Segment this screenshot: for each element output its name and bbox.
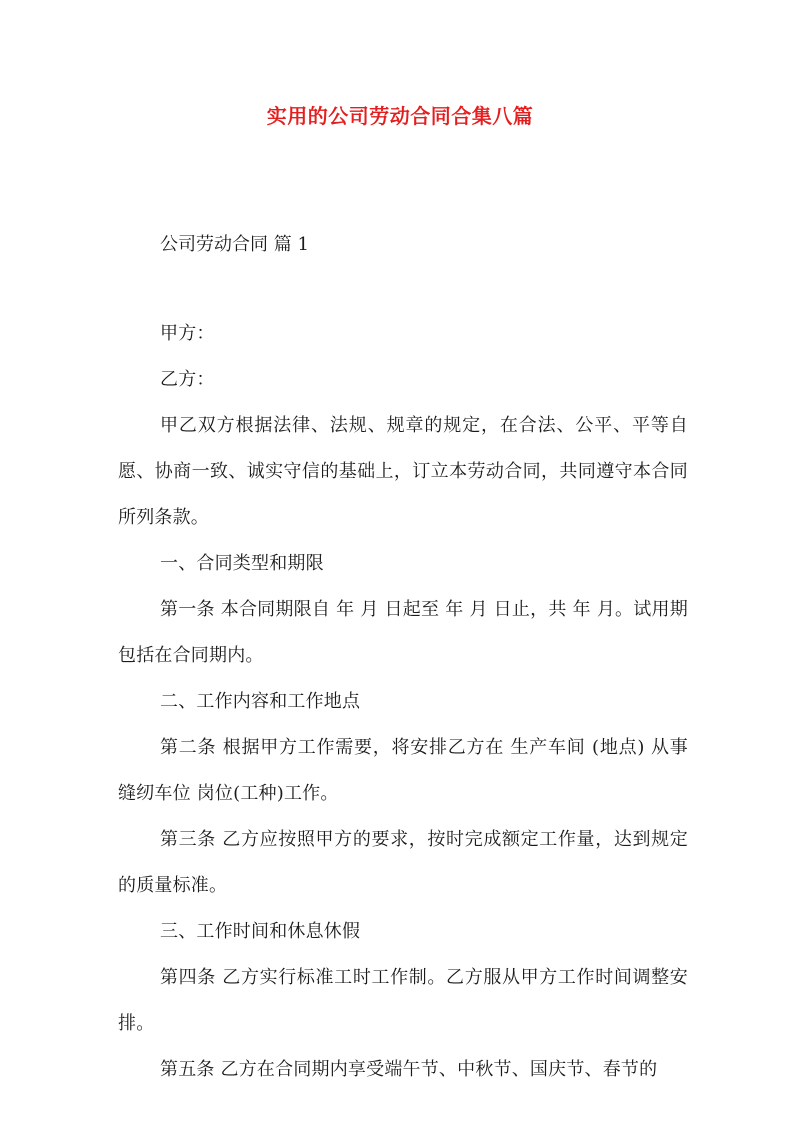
article-1-paragraph: 第一条 本合同期限自 年 月 日起至 年 月 日止，共 年 月。试用期包括在合同期内。: [118, 599, 688, 666]
clause-heading-1: 一、合同类型和期限: [160, 553, 324, 574]
article-2-paragraph: 第二条 根据甲方工作需要，将安排乙方在 生产车间 (地点) 从事缝纫车位 岗位(工种)工作。: [118, 737, 688, 804]
section-heading: 公司劳动合同 篇 1: [160, 234, 309, 255]
document-body: [118, 311, 688, 1093]
article-3-paragraph: 第三条 乙方应按照甲方的要求，按时完成额定工作量，达到规定的质量标准。: [118, 829, 688, 896]
preamble-paragraph: 甲乙双方根据法律、法规、规章的规定，在合法、公平、平等自愿、协商一致、诚实守信的基础上，订立本劳动合同，共同遵守本合同所列条款。: [118, 415, 688, 528]
party-b-line: 乙方：: [160, 369, 215, 390]
party-a-line: 甲方：: [160, 323, 215, 344]
article-4-paragraph: 第四条 乙方实行标准工时工作制。乙方服从甲方工作时间调整安排。: [118, 967, 688, 1034]
article-5-paragraph: 第五条 乙方在合同期内享受端午节、中秋节、国庆节、春节的: [160, 1059, 658, 1080]
clause-heading-2: 二、工作内容和工作地点: [160, 691, 361, 712]
clause-heading-3: 三、工作时间和休息休假: [160, 921, 361, 942]
document-title: 实用的公司劳动合同合集八篇: [266, 104, 534, 128]
